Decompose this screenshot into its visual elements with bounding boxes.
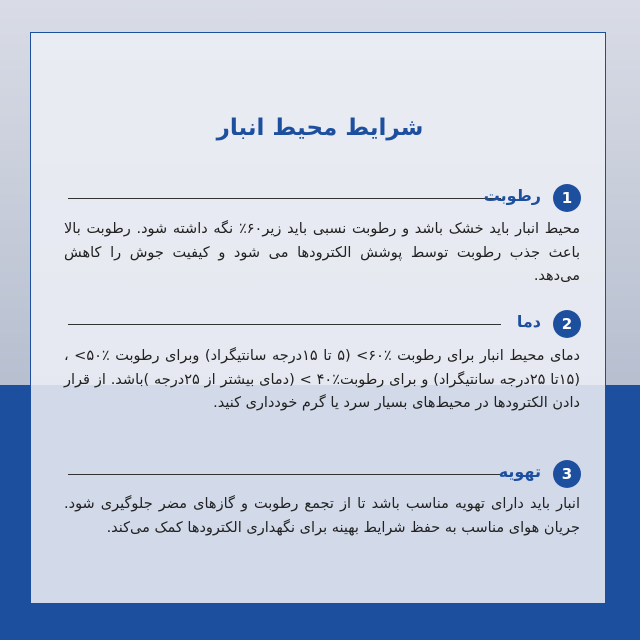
section-number-badge: 1 [553, 184, 581, 212]
section-text-ventilation: انبار باید دارای تهویه مناسب باشد تا از تجمع رطوبت و گازهای مضر جلوگیری شود. جریان هوای مناسب به حفظ شرایط بهینه برای نگهداری الکترودها کمک می‌کند. [64, 496, 580, 536]
section-heading: رطوبت [483, 186, 541, 205]
divider-line [68, 198, 501, 199]
section-header-humidity [68, 184, 581, 214]
section-header-ventilation [68, 460, 581, 490]
divider-line [68, 474, 501, 475]
section-number-badge: 3 [553, 460, 581, 488]
divider-line [68, 324, 501, 325]
section-text-temperature: دمای محیط انبار برای رطوبت ٪۶۰> (۵ تا ۱۵درجه سانتیگراد) وبرای رطوبت ٪۵۰> ،(۱۵تا ۲۵درجه سانتیگراد) و برای رطوبت٪۴۰ > (دمای بیشتر از ۲۵درجه )باشد. از قرار دادن الکترودها در محیط‌های بسیار سرد یا گرم خودداری کنید. [64, 348, 581, 411]
section-header-temperature [68, 310, 581, 340]
section-text-humidity: محیط انبار باید خشک باشد و رطوبت نسبی باید زیر۶۰٪ نگه داشته شود. رطوبت بالا باعث جذب رطوبت توسط پوشش الکترودها می شود و کیفیت جوش را کاهش می‌دهد. [64, 221, 580, 284]
section-heading: دما [516, 312, 541, 331]
section-number-badge: 2 [553, 310, 581, 338]
page-title: شرایط محیط انبار [216, 115, 424, 141]
section-heading: تهویه [498, 462, 541, 481]
